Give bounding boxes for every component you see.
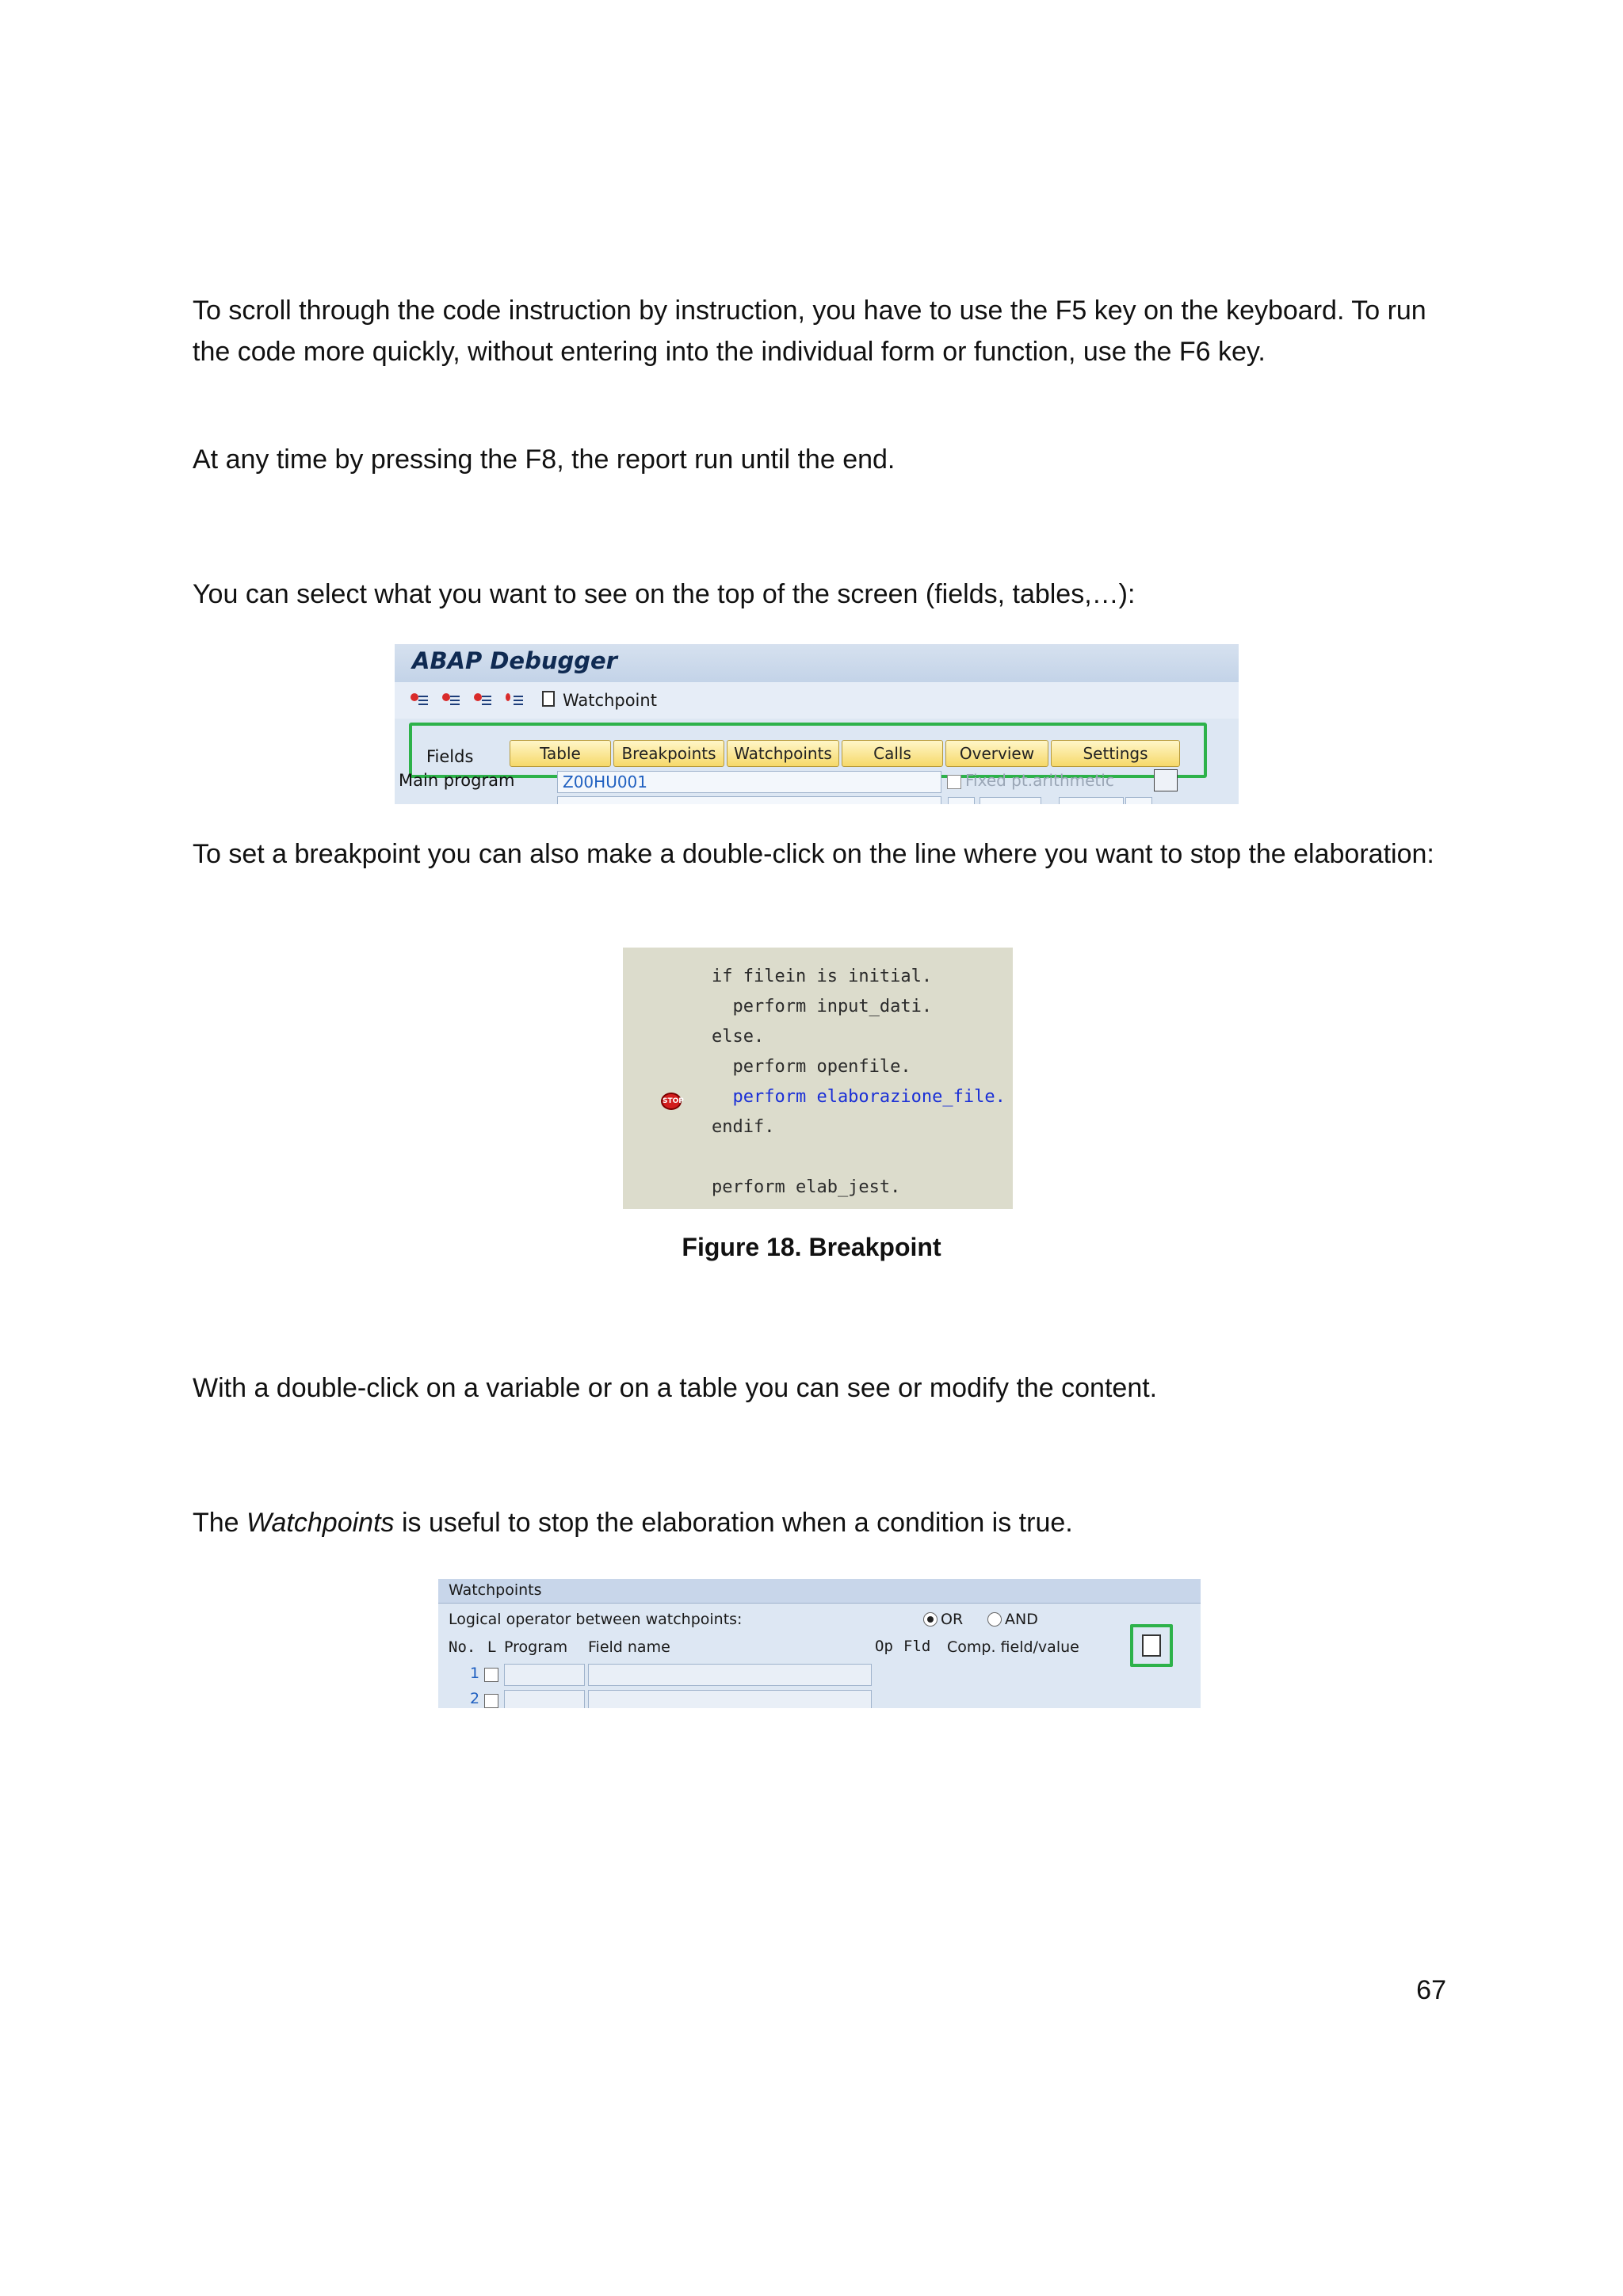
settings-button[interactable]: Settings <box>1051 740 1180 767</box>
fields-tab[interactable]: Fields <box>426 747 474 766</box>
code-line[interactable]: perform input_dati. <box>712 997 933 1016</box>
program-field-secondary[interactable] <box>557 796 941 804</box>
debugger-toolbar <box>395 682 1239 719</box>
calls-button[interactable]: Calls <box>842 740 943 767</box>
code-line[interactable]: if filein is initial. <box>712 967 933 986</box>
field-name-cell[interactable] <box>588 1664 872 1686</box>
watchpoints-screenshot <box>438 1579 1201 1708</box>
fixed-pt-checkbox[interactable] <box>947 775 961 789</box>
paragraph-f5-f6: To scroll through the code instruction by instruction, you have to use the F5 key on the keyboard. To run the code more quickly, without entering into the individual form or function, use the F6 key. <box>193 296 1426 367</box>
code-line[interactable]: perform elab_jest. <box>712 1177 901 1197</box>
paragraph-f8: At any time by pressing the F8, the report run until the end. <box>193 444 896 475</box>
or-radio[interactable] <box>923 1612 938 1627</box>
continue-icon[interactable] <box>506 693 523 707</box>
mini-field[interactable] <box>1059 797 1124 804</box>
code-line[interactable]: else. <box>712 1027 765 1047</box>
mini-field[interactable] <box>980 797 1041 804</box>
figure-caption: Figure 18. Breakpoint <box>682 1233 941 1261</box>
execute-icon[interactable] <box>442 693 460 707</box>
paragraph-breakpoint: To set a breakpoint you can also make a double-click on the line where you want to stop the elaboration: <box>193 839 1434 869</box>
watchpoints-term: Watchpoints <box>246 1508 395 1538</box>
field-name-cell[interactable] <box>588 1690 872 1708</box>
breakpoints-button[interactable]: Breakpoints <box>613 740 724 767</box>
col-l: L <box>487 1638 496 1656</box>
expand-icon[interactable] <box>1154 769 1178 791</box>
row-checkbox[interactable] <box>484 1694 498 1708</box>
watchpoints-button[interactable]: Watchpoints <box>727 740 839 767</box>
text-run: The <box>193 1508 247 1538</box>
new-watchpoint-icon[interactable] <box>1142 1634 1161 1657</box>
overview-button[interactable]: Overview <box>945 740 1048 767</box>
col-field-name: Field name <box>588 1638 670 1656</box>
main-program-label: Main program <box>399 771 515 790</box>
paragraph-select-top: You can select what you want to see on the top of the screen (fields, tables,…): <box>193 579 1136 609</box>
col-comp: Comp. field/value <box>947 1638 1079 1656</box>
debugger-titlebar <box>395 644 1239 682</box>
table-button[interactable]: Table <box>510 740 611 767</box>
col-fld: Fld <box>903 1638 931 1655</box>
breakpoint-stop-icon[interactable]: STOP <box>661 1093 682 1110</box>
code-line[interactable]: endif. <box>712 1117 775 1137</box>
document-icon[interactable] <box>542 691 555 707</box>
and-label: AND <box>1005 1611 1038 1628</box>
text-run: is useful to stop the elaboration when a condition is true. <box>394 1508 1073 1538</box>
col-op: Op <box>875 1638 893 1655</box>
row-checkbox[interactable] <box>484 1668 498 1682</box>
logical-operator-label: Logical operator between watchpoints: <box>449 1611 743 1628</box>
and-radio[interactable] <box>987 1612 1002 1627</box>
watchpoints-title: Watchpoints <box>449 1581 542 1599</box>
col-no: No. <box>449 1638 476 1656</box>
abap-debugger-screenshot <box>395 644 1239 804</box>
watchpoints-header <box>438 1579 1201 1604</box>
row-number: 1 <box>470 1665 480 1682</box>
program-cell[interactable] <box>504 1690 585 1708</box>
col-program: Program <box>504 1638 568 1656</box>
highlight-box <box>409 723 1207 778</box>
paragraph-double-click-variable: With a double-click on a variable or on a table you can see or modify the content. <box>193 1373 1158 1403</box>
program-cell[interactable] <box>504 1664 585 1686</box>
fixed-pt-label: Fixed pt.arithmetic <box>965 771 1114 790</box>
or-label: OR <box>941 1611 964 1628</box>
code-line[interactable]: perform openfile. <box>712 1057 911 1077</box>
code-line-breakpoint[interactable]: perform elaborazione_file. <box>712 1087 1006 1107</box>
debugger-title: ABAP Debugger <box>412 647 617 674</box>
mini-field[interactable] <box>948 797 975 804</box>
paragraph-watchpoints <box>193 1502 1446 1543</box>
step-into-icon[interactable] <box>411 693 428 707</box>
code-editor-screenshot <box>623 948 1013 1209</box>
return-icon[interactable] <box>474 693 491 707</box>
row-number: 2 <box>470 1690 480 1707</box>
mini-field[interactable] <box>1125 797 1152 804</box>
main-program-field[interactable]: Z00HU001 <box>557 771 941 793</box>
page-number: 67 <box>1416 1975 1446 2005</box>
watchpoint-toolbar-label[interactable]: Watchpoint <box>563 691 657 710</box>
